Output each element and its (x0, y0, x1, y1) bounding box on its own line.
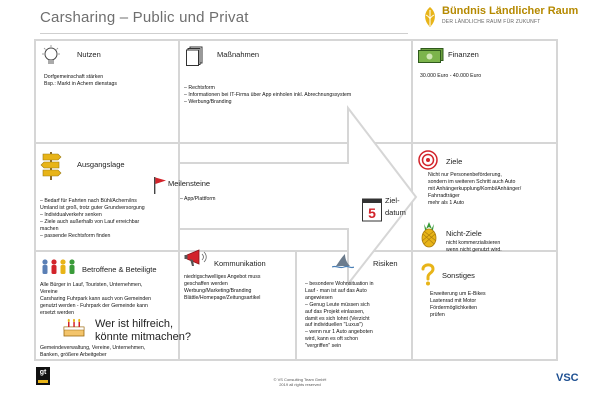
kommunikation-heading: Kommunikation (214, 259, 266, 268)
betroffene-text (40, 282, 151, 317)
risiken-line: Lauf - man ist auf das Auto (305, 287, 367, 294)
betroffene-line: ersetzt werden (40, 309, 75, 316)
meilensteine-heading: Meilensteine (168, 179, 211, 188)
massnahmen-text (184, 85, 351, 106)
hilfreich-line: Gemeindeverwaltung, Vereine, Unternehmen, (40, 345, 146, 351)
sonstiges-heading: Sonstiges (442, 271, 475, 280)
ziele-line: mehr als 1 Auto (428, 199, 465, 206)
ausgangslage-line: – Bedarf für Fahrten nach Bühl/Achern/ins (40, 198, 137, 204)
gt-logo (36, 367, 50, 385)
ziele-line: Nicht nur Personenbeförderung, (428, 172, 502, 178)
cake-icon (62, 318, 86, 338)
ziele-line: Fahrradträger (428, 192, 460, 199)
risiken-text (305, 281, 374, 350)
ausgangslage-text (40, 198, 145, 239)
risiken-line: damit es sich lohnt (Verzicht (305, 315, 370, 322)
kommunikation-line: Werbung/Marketing/Branding (184, 287, 252, 294)
risiken-line: angewiesen (305, 294, 333, 301)
money-icon (418, 48, 444, 63)
page-title: Carsharing – Public und Privat (40, 9, 249, 26)
flag-icon (153, 176, 167, 194)
footer-line: © VS Consulting Team GmbH (273, 377, 327, 382)
risiken-line: – wenn nur 1 Auto angeboten (305, 329, 373, 336)
nutzen-line: Dorfgemeinschaft stärken (44, 74, 104, 80)
pineapple-icon (420, 222, 438, 248)
finanzen-heading: Finanzen (448, 50, 479, 59)
logo-name: Bündnis Ländlicher Raum (442, 5, 579, 17)
ziele-line: mit Anhängerkupplung/Kombi/Anhänger/ (428, 185, 522, 192)
risiken-line: auf das Projekt einlassen, (305, 308, 365, 315)
massnahmen-line: – Rechtsform (184, 85, 215, 91)
betroffene-line: Carsharing Fuhrpark kann auch von Gemeinden (40, 295, 152, 302)
megaphone-icon (184, 248, 208, 268)
ausgangslage-heading: Ausgangslage (77, 160, 125, 169)
betroffene-line: Alle Bürger in Lauf, Touristen, Unternehmen, (40, 282, 143, 288)
ausgangslage-line: Umland ist groß, trotz guter Grundversorgung (40, 204, 145, 211)
nichtziele-line: nicht kommerzialisieren (446, 240, 501, 246)
nutzen-line: Bsp.: Markt in Achern dienstags (44, 80, 117, 87)
betroffene-line: Vereine (40, 288, 58, 295)
logo-tagline: DER LÄNDLICHE RAUM FÜR ZUKUNFT (442, 19, 541, 25)
massnahmen-heading: Maßnahmen (217, 50, 260, 59)
footer-line: 2019 all rights reserved (279, 382, 321, 387)
risiken-line: auf individuellen "Luxus") (305, 322, 363, 329)
kommunikation-line: Blättle/Homepage/Zeitungsartikel (184, 294, 261, 301)
question-mark-icon (420, 262, 436, 286)
nichtziele-heading: Nicht-Ziele (446, 229, 482, 238)
gt-logo-text: gt (39, 369, 47, 376)
massnahmen-line: – Werbung/Branding (184, 98, 232, 105)
ausgangslage-line: – Individualverkehr senken (40, 211, 102, 218)
nichtziele-text (446, 240, 502, 254)
hilfreich-heading-1: Wer ist hilfreich, (95, 318, 174, 330)
calendar-icon (362, 197, 382, 222)
finanzen-text (420, 73, 481, 80)
shark-fin-icon (332, 253, 354, 269)
zieldatum-heading-1: Ziel- (385, 196, 400, 205)
hilfreich-text (40, 345, 145, 359)
footer-copyright (240, 377, 360, 387)
sonstiges-line: Fördermöglichkeiten (430, 304, 477, 311)
risiken-line: – besondere Wohnsituation in (305, 281, 374, 287)
sonstiges-line: prüfen (430, 311, 445, 318)
ausgangslage-line: – passende Rechtsform finden (40, 232, 111, 239)
lightbulb-icon (40, 45, 62, 67)
ausgangslage-line: machen (40, 225, 59, 232)
sonstiges-line: Erweiterung um E-Bikes (430, 291, 486, 297)
sonstiges-line: Lastenrad mit Motor (430, 297, 477, 304)
risiken-line: "vergriffen" sein (305, 343, 342, 350)
zieldatum-heading-2: datum (385, 208, 406, 217)
finanzen-line: 30.000 Euro - 40.000 Euro (420, 73, 482, 79)
target-icon (418, 150, 438, 170)
vsc-logo-text: VSC (556, 372, 579, 384)
papers-icon (186, 46, 204, 66)
people-icon (40, 258, 80, 276)
signpost-icon (40, 150, 62, 180)
risiken-line: wird, kann es oft schon (305, 336, 359, 343)
hilfreich-heading-2: könnte mitmachen? (95, 331, 191, 343)
betroffene-heading: Betroffene & Beteiligte (82, 265, 157, 274)
nutzen-heading: Nutzen (77, 50, 101, 59)
nichtziele-line: wenn nicht genutzt wird. (446, 246, 502, 253)
massnahmen-line: – Informationen bei IT-Firma über App einholen inkl. Abrechnungssystem (184, 91, 352, 98)
betroffene-line: genutzt werden - Fuhrpark der Gemeinde kann (40, 302, 148, 309)
hilfreich-line: Banken, größere Arbeitgeber (40, 351, 107, 358)
ziele-line: sondern im weiteren Schritt auch Auto (428, 178, 516, 185)
vsc-logo (556, 368, 579, 386)
ziele-heading: Ziele (446, 157, 463, 166)
risiken-line: – Genug Leute müssen sich (305, 301, 370, 308)
meilensteine-text (180, 196, 215, 203)
meilensteine-line: – App/Plattform (180, 196, 216, 202)
kommunikation-line: geschaffen werden (184, 280, 228, 287)
calendar-number: 5 (368, 205, 376, 221)
kommunikation-line: niedrigschwelliges Angebot muss (184, 274, 261, 280)
sonstiges-text (430, 291, 486, 319)
kommunikation-text (184, 274, 260, 302)
nutzen-text (44, 74, 117, 88)
risiken-heading: Risiken (373, 259, 398, 268)
ziele-text (428, 172, 521, 207)
ausgangslage-line: – Ziele auch außerhalb von Lauf erreichbar (40, 218, 140, 225)
